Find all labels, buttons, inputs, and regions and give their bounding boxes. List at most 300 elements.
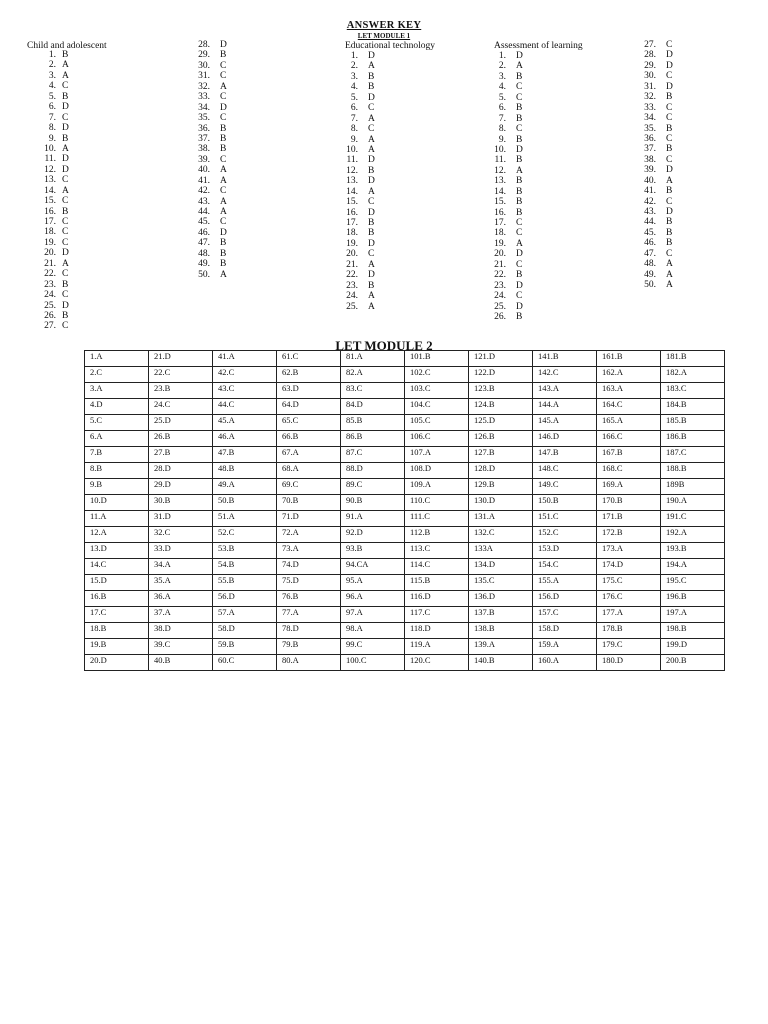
item-answer: B [666,217,673,228]
answer-item [40,269,69,279]
answer-item [345,302,375,312]
item-number: 48. [198,248,210,259]
item-number: 40. [644,175,656,186]
item-answer: B [220,50,227,61]
answer-item [637,176,673,186]
item-answer: B [666,238,673,249]
table-row [85,351,725,367]
table-cell: 177.A [597,607,661,623]
item-answer: B [666,186,673,197]
item-answer: A [220,196,227,207]
item-answer: C [516,228,523,239]
table-cell: 8.B [85,463,149,479]
answer-item [190,92,227,102]
item-number: 41. [198,175,210,186]
item-number: 29. [198,50,210,61]
heading-child-adolescent: Child and adolescent [27,41,107,51]
table-cell: 182.A [661,367,725,383]
table-row [85,655,725,671]
answer-item [493,270,523,280]
item-answer: D [516,249,523,260]
table-cell: 146.D [533,431,597,447]
answer-item [40,102,69,112]
answer-item [493,218,523,228]
item-number: 34. [198,102,210,113]
item-answer: C [62,321,69,332]
item-number: 17. [44,217,56,227]
item-number: 9. [48,133,56,144]
answer-item [190,134,227,144]
answer-item [40,301,69,311]
answer-item [493,51,523,61]
item-number: 19. [494,238,506,249]
answer-item [637,217,673,227]
item-answer: C [220,113,227,124]
table-cell: 187.C [661,447,725,463]
answer-item [345,197,375,207]
table-cell: 154.C [533,559,597,575]
table-cell: 126.B [469,431,533,447]
answer-item [493,208,523,218]
item-number: 5. [350,92,358,103]
answer-item [493,124,523,134]
table-cell: 48.B [213,463,277,479]
item-answer: D [666,207,673,217]
module2-title: LET MODULE 2 [335,338,433,353]
item-number: 33. [644,102,656,113]
answer-item [493,61,523,71]
answer-item [40,311,69,321]
item-answer: D [516,301,523,312]
table-cell: 1.A [85,351,149,367]
module1-title: LET MODULE 1 [357,32,411,40]
item-number: 15. [44,196,56,207]
item-answer: B [368,165,375,176]
table-cell: 2.C [85,367,149,383]
table-cell: 168.C [597,463,661,479]
item-number: 45. [644,227,656,238]
item-answer: A [666,269,673,280]
item-number: 22. [44,269,56,280]
answer-item [190,207,227,217]
table-cell: 135.C [469,575,533,591]
item-number: 37. [644,144,656,155]
table-cell: 107.A [405,447,469,463]
item-answer: C [666,40,673,50]
table-cell: 6.A [85,431,149,447]
table-cell: 172.B [597,527,661,543]
table-cell: 88.D [341,463,405,479]
table-cell: 174.D [597,559,661,575]
item-answer: A [62,70,69,81]
item-answer: B [62,91,69,102]
item-answer: B [62,133,69,144]
table-cell: 199.D [661,639,725,655]
table-cell: 159.A [533,639,597,655]
item-number: 49. [644,269,656,280]
item-number: 32. [644,92,656,103]
item-answer: B [220,259,227,270]
answer-item [493,291,523,301]
item-answer: B [516,186,523,197]
item-number: 2. [350,61,358,72]
item-answer: B [220,133,227,144]
answer-item [637,207,673,217]
item-answer: D [62,248,69,259]
table-cell: 124.B [469,399,533,415]
item-answer: A [62,143,69,154]
answer-item [190,259,227,269]
table-cell: 89.C [341,479,405,495]
item-number: 21. [346,259,358,270]
item-number: 22. [494,270,506,281]
table-cell: 78.D [277,623,341,639]
item-answer: A [516,165,523,176]
item-answer: D [516,51,523,61]
answer-item [637,134,673,144]
item-number: 5. [498,92,506,103]
table-cell: 138.B [469,623,533,639]
answer-item [40,207,69,217]
answer-item [40,321,69,331]
table-cell: 99.C [341,639,405,655]
answer-item [190,113,227,123]
item-answer: C [666,102,673,113]
table-cell: 166.C [597,431,661,447]
item-number: 7. [350,113,358,124]
answer-item [190,176,227,186]
answer-item [493,187,523,197]
answer-item [40,92,69,102]
answer-item [190,50,227,60]
item-answer: A [516,61,523,72]
table-cell: 170.B [597,495,661,511]
item-number: 3. [498,71,506,82]
table-cell: 54.B [213,559,277,575]
item-number: 6. [48,102,56,113]
item-answer: B [666,144,673,155]
item-answer: C [62,227,69,238]
table-cell: 18.B [85,623,149,639]
table-cell: 10.D [85,495,149,511]
answer-item [190,71,227,81]
table-cell: 70.B [277,495,341,511]
item-answer: C [220,186,227,197]
table-cell: 68.A [277,463,341,479]
table-cell: 189B [661,479,725,495]
table-cell: 153.D [533,543,597,559]
item-answer: A [516,238,523,249]
item-number: 14. [44,185,56,196]
item-number: 30. [644,71,656,82]
item-number: 16. [494,207,506,218]
answer-item [345,61,375,71]
table-cell: 196.B [661,591,725,607]
answer-item [40,217,69,227]
answer-item [493,72,523,82]
item-number: 42. [644,196,656,207]
item-number: 15. [494,197,506,208]
answer-item [40,134,69,144]
item-answer: C [62,175,69,186]
table-cell: 188.B [661,463,725,479]
table-cell: 158.D [533,623,597,639]
item-number: 20. [494,249,506,260]
table-cell: 43.C [213,383,277,399]
item-number: 32. [198,81,210,92]
table-cell: 12.A [85,527,149,543]
table-row [85,527,725,543]
answer-item [493,228,523,238]
answer-item [40,71,69,81]
table-cell: 51.A [213,511,277,527]
table-cell: 148.C [533,463,597,479]
item-answer: A [368,113,375,124]
item-answer: B [368,218,375,228]
table-cell: 175.C [597,575,661,591]
table-cell: 16.B [85,591,149,607]
answer-item [190,270,227,280]
item-answer: C [516,124,523,135]
table-cell: 93.B [341,543,405,559]
item-number: 36. [198,123,210,134]
table-cell: 97.A [341,607,405,623]
item-answer: C [62,290,69,301]
item-number: 50. [198,269,210,280]
item-answer: B [666,227,673,238]
item-answer: C [516,218,523,228]
item-answer: A [368,186,375,197]
table-cell: 136.D [469,591,533,607]
item-number: 35. [644,123,656,134]
table-cell: 143.A [533,383,597,399]
table-cell: 13.D [85,543,149,559]
item-answer: D [368,176,375,187]
table-cell: 142.C [533,367,597,383]
item-number: 31. [198,71,210,82]
item-number: 24. [494,291,506,302]
answer-item [637,92,673,102]
answer-item [345,249,375,259]
item-answer: D [220,40,227,50]
answer-item [40,175,69,185]
table-cell: 41.A [213,351,277,367]
table-cell: 40.B [149,655,213,671]
item-answer: C [220,92,227,103]
answer-item [40,186,69,196]
item-answer: A [666,259,673,270]
item-number: 1. [498,51,506,61]
answer-item [190,165,227,175]
item-number: 23. [346,280,358,291]
table-cell: 122.D [469,367,533,383]
answer-item [493,312,523,322]
item-number: 43. [198,196,210,207]
answer-item [345,135,375,145]
table-cell: 80.A [277,655,341,671]
item-answer: D [666,165,673,176]
table-cell: 25.D [149,415,213,431]
item-number: 31. [644,81,656,92]
item-answer: A [666,175,673,186]
answer-item [40,165,69,175]
table-cell: 3.A [85,383,149,399]
item-number: 36. [644,133,656,144]
item-answer: D [516,144,523,155]
table-cell: 20.D [85,655,149,671]
item-number: 20. [44,248,56,259]
table-cell: 194.A [661,559,725,575]
item-answer: C [62,112,69,123]
item-answer: D [62,154,69,165]
table-cell: 181.B [661,351,725,367]
answer-item [40,196,69,206]
table-cell: 137.B [469,607,533,623]
table-cell: 91.A [341,511,405,527]
item-number: 9. [498,134,506,145]
table-cell: 180.D [597,655,661,671]
item-number: 11. [44,154,56,165]
item-number: 11. [346,155,358,166]
child-adolescent-answers-1 [40,50,69,332]
item-answer: D [220,227,227,238]
item-number: 18. [346,228,358,239]
answer-item [345,124,375,134]
table-cell: 27.B [149,447,213,463]
item-number: 3. [48,70,56,81]
table-cell: 63.D [277,383,341,399]
table-cell: 53.B [213,543,277,559]
item-answer: A [62,185,69,196]
table-cell: 9.B [85,479,149,495]
item-answer: A [62,60,69,71]
item-number: 44. [644,217,656,228]
child-adolescent-answers-2 [190,40,227,280]
answer-key-title: ANSWER KEY [346,20,422,31]
table-cell: 117.C [405,607,469,623]
table-cell: 84.D [341,399,405,415]
item-answer: C [220,71,227,82]
table-cell: 116.D [405,591,469,607]
table-cell: 162.A [597,367,661,383]
table-cell: 65.C [277,415,341,431]
answer-item [637,186,673,196]
table-cell: 14.C [85,559,149,575]
answer-item [493,166,523,176]
table-row [85,431,725,447]
table-cell: 21.D [149,351,213,367]
answer-item [637,249,673,259]
table-cell: 101.B [405,351,469,367]
table-cell: 57.A [213,607,277,623]
table-cell: 59.B [213,639,277,655]
answer-item [345,187,375,197]
item-answer: C [666,154,673,165]
table-row [85,415,725,431]
item-answer: C [220,60,227,71]
item-answer: B [368,228,375,239]
table-cell: 157.C [533,607,597,623]
item-answer: A [220,165,227,176]
answer-item [345,51,375,61]
item-number: 4. [350,82,358,93]
table-cell: 119.A [405,639,469,655]
table-cell: 171.B [597,511,661,527]
table-cell: 173.A [597,543,661,559]
answer-item [40,259,69,269]
item-answer: D [368,207,375,218]
item-answer: C [516,92,523,103]
item-answer: C [220,217,227,228]
answer-item [637,82,673,92]
answer-item [190,228,227,238]
answer-item [637,61,673,71]
table-cell: 23.B [149,383,213,399]
table-cell: 85.B [341,415,405,431]
answer-item [190,103,227,113]
item-number: 42. [198,186,210,197]
table-cell: 49.A [213,479,277,495]
answer-item [40,144,69,154]
table-cell: 34.A [149,559,213,575]
item-answer: A [368,291,375,302]
item-answer: B [516,134,523,145]
item-answer: D [62,164,69,175]
item-number: 17. [494,218,506,228]
answer-item [190,238,227,248]
table-cell: 179.C [597,639,661,655]
table-cell: 62.B [277,367,341,383]
item-answer: A [368,134,375,145]
table-cell: 151.C [533,511,597,527]
answer-item [40,280,69,290]
item-answer: C [666,71,673,82]
answer-item [40,238,69,248]
item-number: 47. [644,248,656,259]
item-answer: A [368,144,375,155]
item-number: 38. [644,154,656,165]
item-number: 30. [198,60,210,71]
table-cell: 46.A [213,431,277,447]
table-cell: 140.B [469,655,533,671]
table-cell: 77.A [277,607,341,623]
table-cell: 30.B [149,495,213,511]
item-answer: B [220,123,227,134]
answer-item [637,71,673,81]
answer-item [190,197,227,207]
item-answer: A [62,258,69,269]
answer-item [637,50,673,60]
item-number: 11. [494,155,506,166]
table-cell: 197.A [661,607,725,623]
item-number: 8. [48,123,56,134]
item-answer: B [516,207,523,218]
item-number: 23. [44,279,56,290]
item-answer: B [220,248,227,259]
answer-item [345,114,375,124]
answer-item [345,228,375,238]
table-cell: 58.D [213,623,277,639]
answer-item [190,155,227,165]
answer-item [40,227,69,237]
table-row [85,639,725,655]
item-answer: B [516,155,523,166]
table-cell: 132.C [469,527,533,543]
table-cell: 28.D [149,463,213,479]
answer-item [493,135,523,145]
table-cell: 155.A [533,575,597,591]
answer-item [493,93,523,103]
